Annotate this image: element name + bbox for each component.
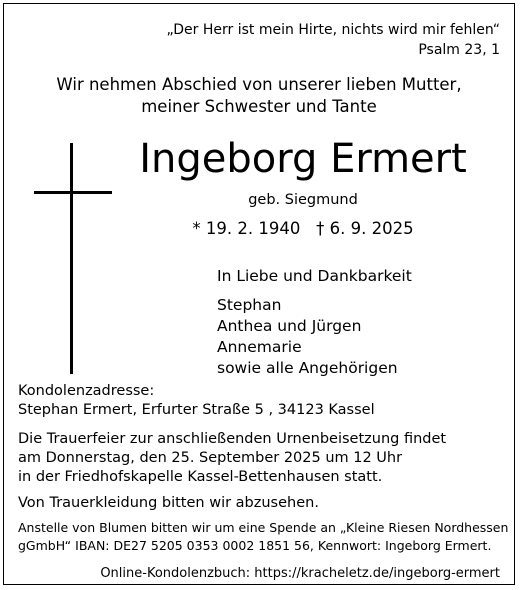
mourner-name: Anthea und Jürgen <box>217 317 362 335</box>
ceremony-info <box>18 430 446 487</box>
ceremony-line-1: Die Trauerfeier zur anschließenden Urnenbeisetzung findet <box>18 431 447 447</box>
intro-line-1: Wir nehmen Abschied von unserer lieben Mutter, <box>56 75 462 94</box>
condolence-address: Stephan Ermert, Erfurter Straße 5 , 34123 Kassel <box>18 402 375 418</box>
verse-quote: „Der Herr ist mein Hirte, nichts wird mir fehlen“ <box>166 22 500 38</box>
cross-icon-vertical <box>70 143 73 374</box>
condolence-label: Kondolenzadresse: <box>18 383 155 399</box>
mourner-name: sowie alle Angehörigen <box>217 359 398 377</box>
birth-name: geb. Siegmund <box>248 192 358 208</box>
ceremony-line-2: am Donnerstag, den 25. September 2025 um 12 Uhr <box>18 450 403 466</box>
mourner-name: Stephan <box>217 296 282 314</box>
online-condolence-link[interactable]: Online-Kondolenzbuch: https://kracheletz.de/ingeborg-ermert <box>100 566 500 581</box>
intro-line-2: meiner Schwester und Tante <box>141 97 377 116</box>
condolence-address-block <box>18 382 375 420</box>
mourner-name: Annemarie <box>217 338 302 356</box>
donation-line-1: Anstelle von Blumen bitten wir um eine Spende an „Kleine Riesen Nordhessen <box>18 520 509 535</box>
ceremony-line-3: in der Friedhofskapelle Kassel-Bettenhausen statt. <box>18 469 383 485</box>
obituary-notice <box>3 3 515 585</box>
verse-reference: Psalm 23, 1 <box>418 42 500 58</box>
deceased-name: Ingeborg Ermert <box>139 136 467 182</box>
mourning-attire-note: Von Trauerkleidung bitten wir abzusehen. <box>18 495 319 511</box>
mourners-block <box>217 266 412 379</box>
donation-line-2: gGmbH“ IBAN: DE27 5205 0353 0002 1851 56, Kennwort: Ingeborg Ermert. <box>18 538 492 553</box>
mourners-heading: In Liebe und Dankbarkeit <box>217 267 412 285</box>
bible-verse <box>167 20 500 60</box>
donation-note <box>18 519 508 555</box>
farewell-intro <box>4 74 514 118</box>
life-dates: * 19. 2. 1940 † 6. 9. 2025 <box>192 219 414 238</box>
